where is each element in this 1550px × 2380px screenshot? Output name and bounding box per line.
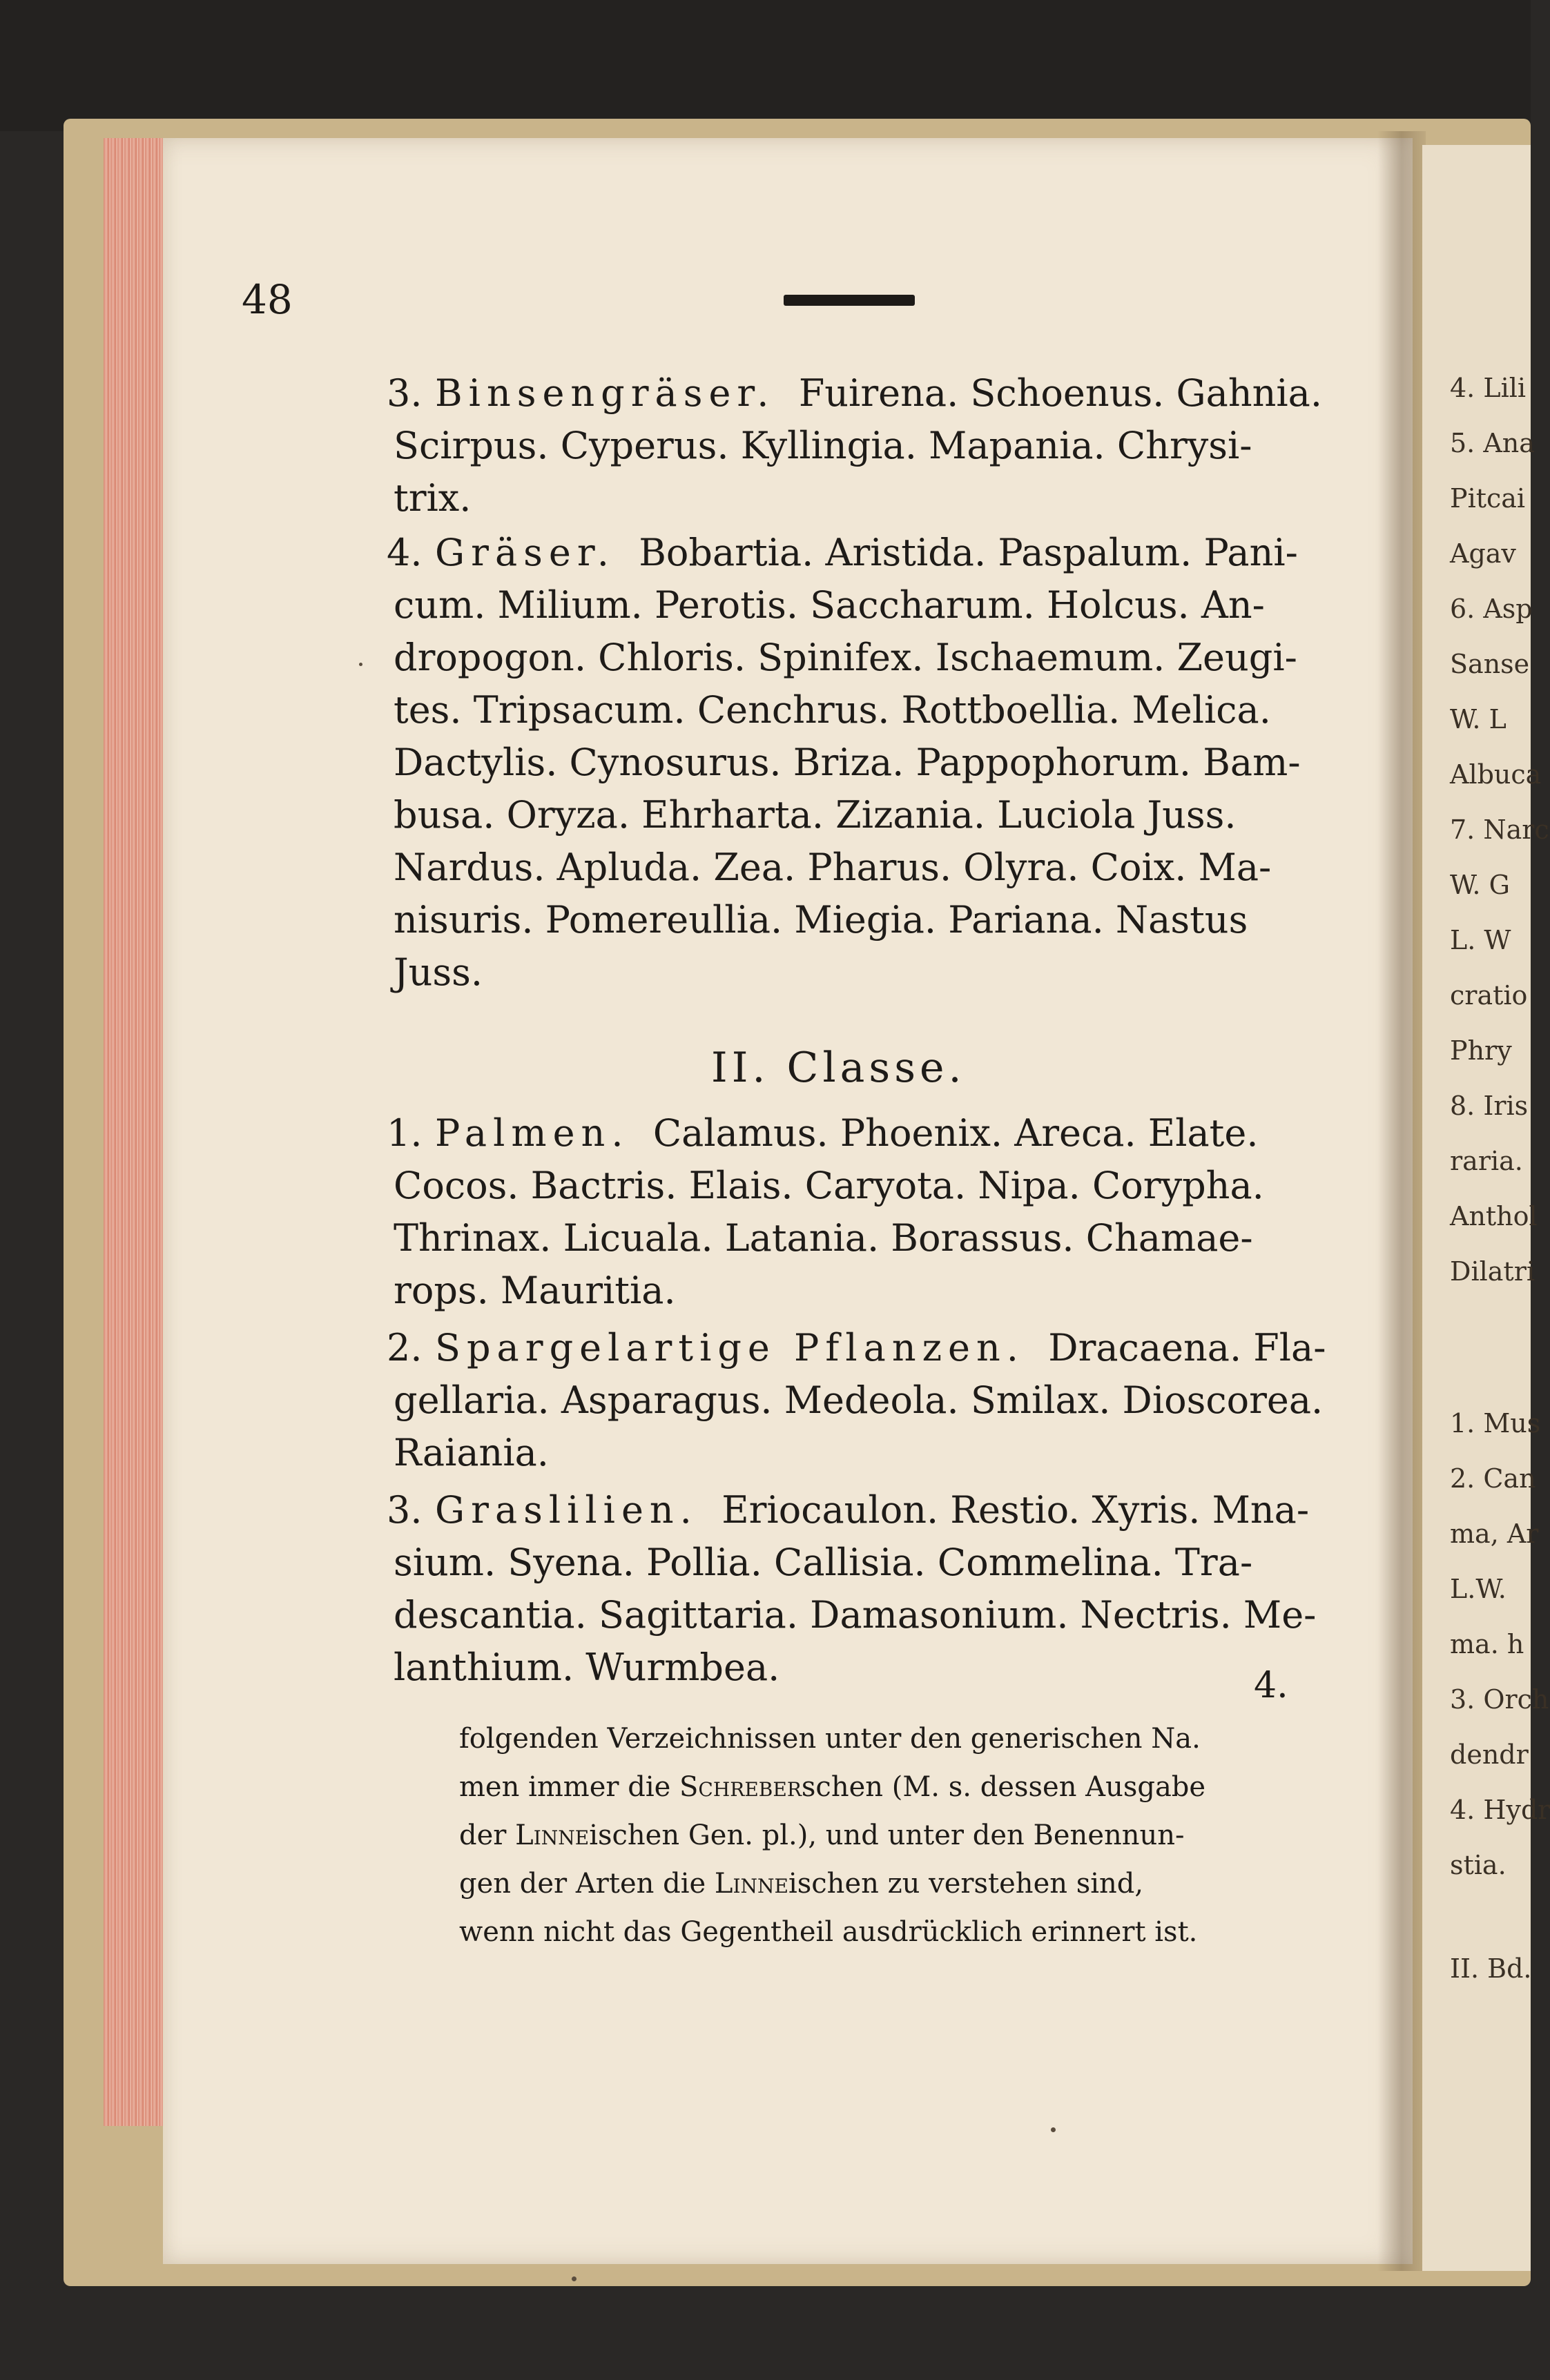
paper-speck: [1051, 2127, 1056, 2132]
footnote-line: [459, 1771, 1205, 1803]
next-page-line: 4. Lili: [1450, 373, 1527, 403]
text-line: tes. Tripsacum. Cenchrus. Rottboellia. Melica.: [394, 688, 1271, 732]
page-edges: [104, 138, 166, 2126]
next-page-line: 6. Asp: [1450, 594, 1533, 624]
section-text: Bobartia. Aristida. Paspalum. Pani-: [639, 531, 1298, 574]
next-page-line: Dilatri: [1450, 1256, 1536, 1287]
next-page-line: raria.: [1450, 1146, 1523, 1176]
footnote-text: men immer die: [459, 1771, 680, 1803]
text-line: Juss.: [394, 950, 483, 994]
footnote-text: ischen zu verstehen sind,: [788, 1868, 1144, 1900]
next-page-line: Albuca: [1450, 759, 1542, 790]
next-page-line: Pitcai: [1450, 483, 1526, 514]
section-heading: Spargelartige Pflanzen.: [435, 1326, 1025, 1369]
text-line: gellaria. Asparagus. Medeola. Smilax. Dioscorea.: [394, 1378, 1324, 1422]
next-page-line: ma. h: [1450, 1629, 1524, 1659]
next-page-line: 5. Ana: [1450, 428, 1535, 458]
next-page-line: Sanse: [1450, 649, 1530, 679]
paper-speck: [359, 663, 362, 666]
next-page-line: Phry: [1450, 1035, 1512, 1066]
next-page-line: dendr: [1450, 1739, 1529, 1770]
next-page-fragment: [1422, 145, 1550, 2271]
next-page-line: stia.: [1450, 1850, 1507, 1880]
text-line: dropogon. Chloris. Spinifex. Ischaemum. Zeugi-: [394, 636, 1297, 679]
text-line: busa. Oryza. Ehrharta. Zizania. Luciola Juss.: [394, 793, 1237, 837]
footnote-line: [459, 1868, 1143, 1900]
footnote-line: wenn nicht das Gegentheil ausdrücklich erinnert ist.: [459, 1916, 1198, 1948]
section-heading: Gräser.: [435, 531, 615, 574]
next-page-line: 1. Mus: [1450, 1408, 1541, 1438]
footnote-text: ischen Gen. pl.), und unter den Benennun-: [589, 1820, 1185, 1851]
text-line: sium. Syena. Pollia. Callisia. Commelina. Tra-: [394, 1541, 1253, 1584]
catchword: 4.: [1254, 1665, 1288, 1706]
section-graslilien-first-line: [387, 1488, 1309, 1532]
section-number: 3.: [387, 1488, 423, 1532]
text-line: lanthium. Wurmbea.: [394, 1646, 780, 1689]
page-number: 48: [242, 276, 293, 323]
footnote-text: gen der Arten die: [459, 1868, 715, 1900]
text-line: Scirpus. Cyperus. Kyllingia. Mapania. Chrysi-: [394, 424, 1252, 467]
next-page-line: Agav: [1450, 538, 1516, 569]
section-heading: Graslilien.: [435, 1488, 698, 1532]
section-binsengraeser-first-line: [387, 371, 1322, 415]
next-page-line: 2. Can: [1450, 1463, 1536, 1494]
footnote-author-name: Linne: [714, 1868, 788, 1900]
paper-speck: [572, 2276, 577, 2281]
next-page-line: cratio: [1450, 980, 1528, 1011]
next-page-line: W. G: [1450, 870, 1510, 900]
text-line: rops. Mauritia.: [394, 1269, 676, 1312]
text-line: Dactylis. Cynosurus. Briza. Pappophorum. Bam-: [394, 741, 1301, 784]
class-heading: II. Classe.: [711, 1044, 966, 1092]
text-line: descantia. Sagittaria. Damasonium. Nectris. Me-: [394, 1593, 1317, 1637]
footnote-author-name: Schreber: [679, 1771, 802, 1803]
next-page-line: II. Bd.: [1450, 1953, 1532, 1984]
next-page-line: ma, Ar: [1450, 1519, 1539, 1549]
section-text: Dracaena. Fla-: [1048, 1326, 1326, 1369]
footnote-line: folgenden Verzeichnissen unter den generischen Na.: [459, 1723, 1201, 1755]
section-number: 4.: [387, 531, 423, 574]
section-heading: Palmen.: [435, 1111, 630, 1155]
next-page-line: L.W.: [1450, 1574, 1507, 1604]
footnote-text: der: [459, 1820, 516, 1851]
text-line: cum. Milium. Perotis. Saccharum. Holcus. An-: [394, 583, 1265, 627]
section-spargelartige-first-line: [387, 1326, 1326, 1369]
next-page-line: 8. Iris: [1450, 1091, 1529, 1121]
backdrop: [0, 0, 1531, 131]
section-palmen-first-line: [387, 1111, 1258, 1155]
gutter-shadow: [1377, 131, 1426, 2271]
section-number: 3.: [387, 371, 423, 415]
footnote-text: schen (M. s. dessen Ausgabe: [801, 1771, 1206, 1803]
next-page-line: W. L: [1450, 704, 1507, 734]
text-line: Thrinax. Licuala. Latania. Borassus. Chamae-: [394, 1216, 1253, 1260]
next-page-line: 3. Orch: [1450, 1684, 1549, 1715]
text-line: Raiania.: [394, 1431, 549, 1474]
text-line: Cocos. Bactris. Elais. Caryota. Nipa. Corypha.: [394, 1164, 1264, 1207]
footnote-author-name: Linne: [515, 1820, 590, 1851]
text-line: nisuris. Pomereullia. Miegia. Pariana. Nastus: [394, 898, 1248, 942]
section-heading: Binsengräser.: [435, 371, 775, 415]
section-text: Calamus. Phoenix. Areca. Elate.: [652, 1111, 1259, 1155]
next-page-line: 4. Hydr: [1450, 1795, 1550, 1825]
header-rule: [784, 295, 915, 306]
next-page-line: Anthol: [1450, 1201, 1538, 1231]
text-line: Nardus. Apluda. Zea. Pharus. Olyra. Coix. Ma-: [394, 846, 1272, 889]
section-graeser-first-line: [387, 531, 1298, 574]
footnote-line: [459, 1820, 1185, 1851]
next-page-line: 7. Narc: [1450, 815, 1549, 845]
text-line: trix.: [394, 476, 472, 520]
next-page-line: L. W: [1450, 925, 1511, 955]
section-text: Fuirena. Schoenus. Gahnia.: [798, 371, 1323, 415]
section-number: 1.: [387, 1111, 423, 1155]
section-text: Eriocaulon. Restio. Xyris. Mna-: [721, 1488, 1310, 1532]
section-number: 2.: [387, 1326, 423, 1369]
